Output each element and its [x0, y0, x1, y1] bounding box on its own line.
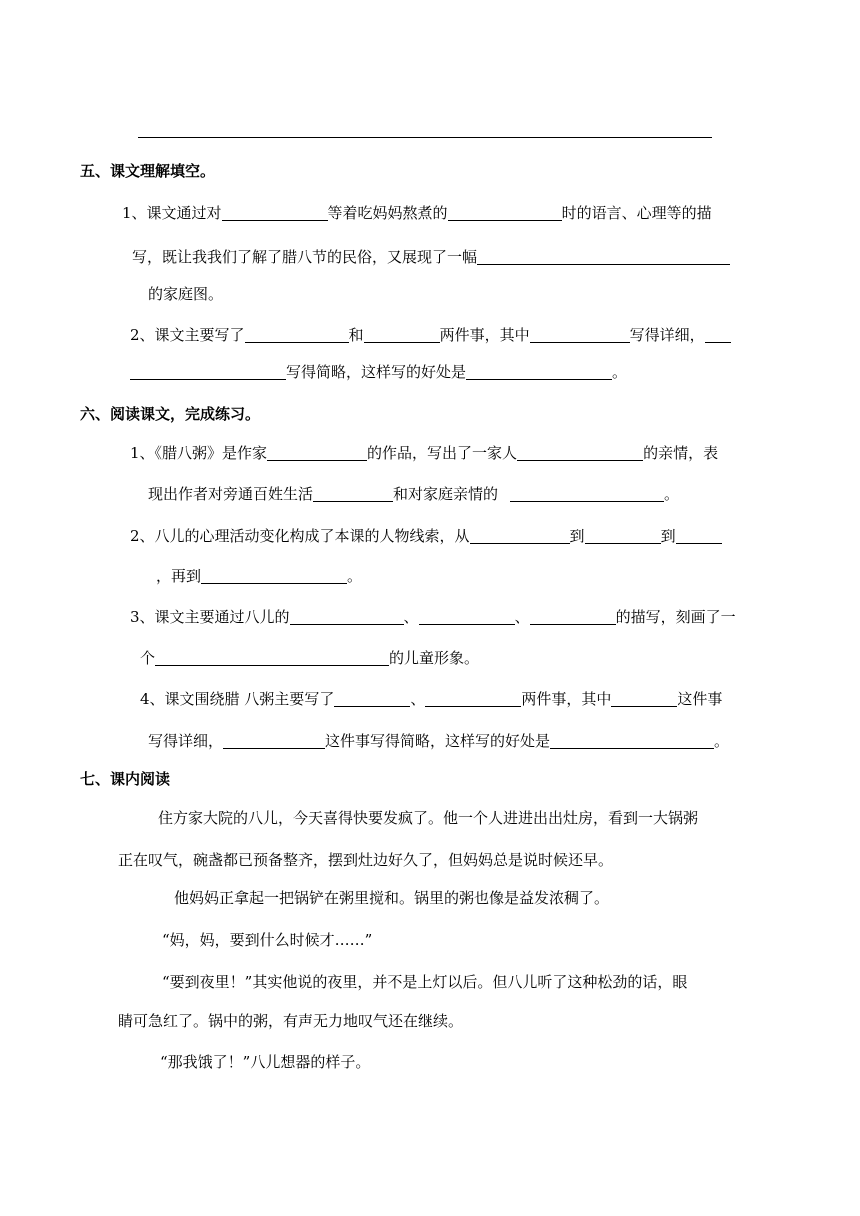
s6-q4-text-a: 4、课文围绕腊 八粥主要写了: [140, 690, 335, 708]
fill-blank[interactable]: [676, 527, 722, 544]
s5-q2-text-a: 2、课文主要写了: [130, 326, 245, 344]
fill-blank[interactable]: [313, 485, 393, 502]
section-7-title: 七、课内阅读: [80, 770, 171, 788]
s5-q1-line3: [148, 284, 223, 304]
fill-blank[interactable]: [130, 363, 286, 380]
fill-blank[interactable]: [510, 485, 664, 502]
s6-q3-line2: [140, 648, 479, 668]
s6-q3-text-a: 3、课文主要通过八儿的: [130, 608, 290, 626]
reading-paragraph: “妈，妈，要到什么时候才……”: [162, 931, 373, 949]
reading-paragraph: “那我饿了！”八儿想器的样子。: [160, 1053, 371, 1071]
s6-q1-line1: [130, 443, 718, 463]
s5-q2-line2: [130, 362, 627, 382]
fill-blank[interactable]: [466, 363, 612, 380]
s6-q3-text-e: 个: [140, 649, 156, 667]
s6-q2-text-d: ，再到: [156, 567, 202, 585]
fill-blank[interactable]: [201, 567, 347, 584]
s6-q2-line2: [156, 566, 362, 586]
s5-q1-text-b: 等着吃妈妈熬煮的: [327, 204, 448, 222]
s6-q1-text-a: 1、《腊八粥》是作家: [130, 444, 268, 462]
s6-q3-text-d: 的描写，刻画了一: [615, 608, 736, 626]
fill-blank[interactable]: [470, 527, 570, 544]
s5-q1-line1: [122, 203, 712, 223]
s6-q2-text-b: 到: [569, 527, 585, 545]
fill-blank[interactable]: [448, 204, 562, 221]
s6-q4-line1: [140, 689, 722, 709]
s6-q2-text-c: 到: [660, 527, 676, 545]
fill-blank[interactable]: [425, 690, 521, 707]
s6-q4-text-c: 两件事，其中: [521, 690, 612, 708]
fill-blank[interactable]: [585, 527, 661, 544]
s6-q2-line1: [130, 526, 722, 546]
s5-q1-line2: [132, 247, 730, 267]
s5-q2-line1: [130, 325, 731, 345]
s6-q3-line1: [130, 607, 736, 627]
s6-q4-text-g: 。: [714, 732, 730, 750]
fill-blank[interactable]: [477, 248, 730, 265]
fill-blank[interactable]: [611, 690, 677, 707]
reading-paragraph: “要到夜里！”其实他说的夜里，并不是上灯以后。但八儿听了这种松劲的话，眼: [162, 973, 688, 991]
s5-q1-text-a: 1、课文通过对: [122, 204, 222, 222]
fill-blank[interactable]: [245, 326, 349, 343]
section-5-title: 五、课文理解填空。: [80, 162, 216, 180]
fill-blank[interactable]: [223, 732, 325, 749]
s6-q3-text-c: 、: [514, 608, 530, 626]
s6-q1-text-e: 和对家庭亲情的: [393, 485, 499, 503]
s6-q4-text-b: 、: [410, 690, 426, 708]
fill-blank[interactable]: [222, 204, 328, 221]
s6-q1-text-f: 。: [664, 485, 680, 503]
s6-q4-text-f: 这件事写得简略，这样写的好处是: [325, 732, 551, 750]
s5-q2-text-b: 和: [348, 326, 364, 344]
fill-blank[interactable]: [517, 444, 643, 461]
answer-line: [138, 137, 712, 138]
s6-q1-text-d: 现出作者对旁通百姓生活: [148, 485, 314, 503]
fill-blank[interactable]: [155, 649, 389, 666]
reading-paragraph: 住方家大院的八儿，今天喜得快要发疯了。他一个人进进出出灶房，看到一大锅粥: [158, 809, 699, 827]
reading-paragraph: 他妈妈正拿起一把锅铲在粥里搅和。锅里的粥也像是益发浓稠了。: [174, 889, 610, 907]
s6-q4-text-e: 写得详细，: [148, 732, 224, 750]
s5-q2-text-d: 写得详细，: [629, 326, 705, 344]
s6-q4-line2: [148, 731, 729, 751]
fill-blank[interactable]: [550, 732, 714, 749]
reading-paragraph: 正在叹气，碗盏都已预备整齐，摆到灶边好久了，但妈妈总是说时候还早。: [118, 851, 614, 869]
fill-blank[interactable]: [364, 326, 440, 343]
fill-blank[interactable]: [705, 326, 731, 343]
s5-q1-text-c: 时的语言、心理等的描: [561, 204, 712, 222]
s5-q2-text-f: 。: [612, 363, 628, 381]
s6-q1-text-b: 的作品，写出了一家人: [367, 444, 518, 462]
s5-q1-text-e: 的家庭图。: [148, 285, 224, 303]
s6-q2-text-e: 。: [347, 567, 363, 585]
s5-q2-text-e: 写得简略，这样写的好处是: [286, 363, 467, 381]
s6-q4-text-d: 这件事: [677, 690, 723, 708]
fill-blank[interactable]: [530, 608, 616, 625]
s6-q3-text-f: 的儿童形象。: [389, 649, 480, 667]
fill-blank[interactable]: [334, 690, 410, 707]
fill-blank[interactable]: [530, 326, 630, 343]
s5-q2-text-c: 两件事，其中: [439, 326, 530, 344]
s6-q3-text-b: 、: [403, 608, 419, 626]
s6-q1-text-c: 的亲情，表: [643, 444, 719, 462]
section-6-title: 六、阅读课文，完成练习。: [80, 405, 261, 423]
s6-q2-text-a: 2、八儿的心理活动变化构成了本课的人物线索，从: [130, 527, 470, 545]
fill-blank[interactable]: [419, 608, 515, 625]
s5-q1-text-d: 写，既让我我们了解了腊八节的民俗，又展现了一幅: [132, 248, 478, 266]
fill-blank[interactable]: [290, 608, 404, 625]
fill-blank[interactable]: [267, 444, 367, 461]
reading-paragraph: 睛可急红了。锅中的粥，有声无力地叹气还在继续。: [118, 1012, 464, 1030]
s6-q1-line2: [148, 484, 679, 504]
